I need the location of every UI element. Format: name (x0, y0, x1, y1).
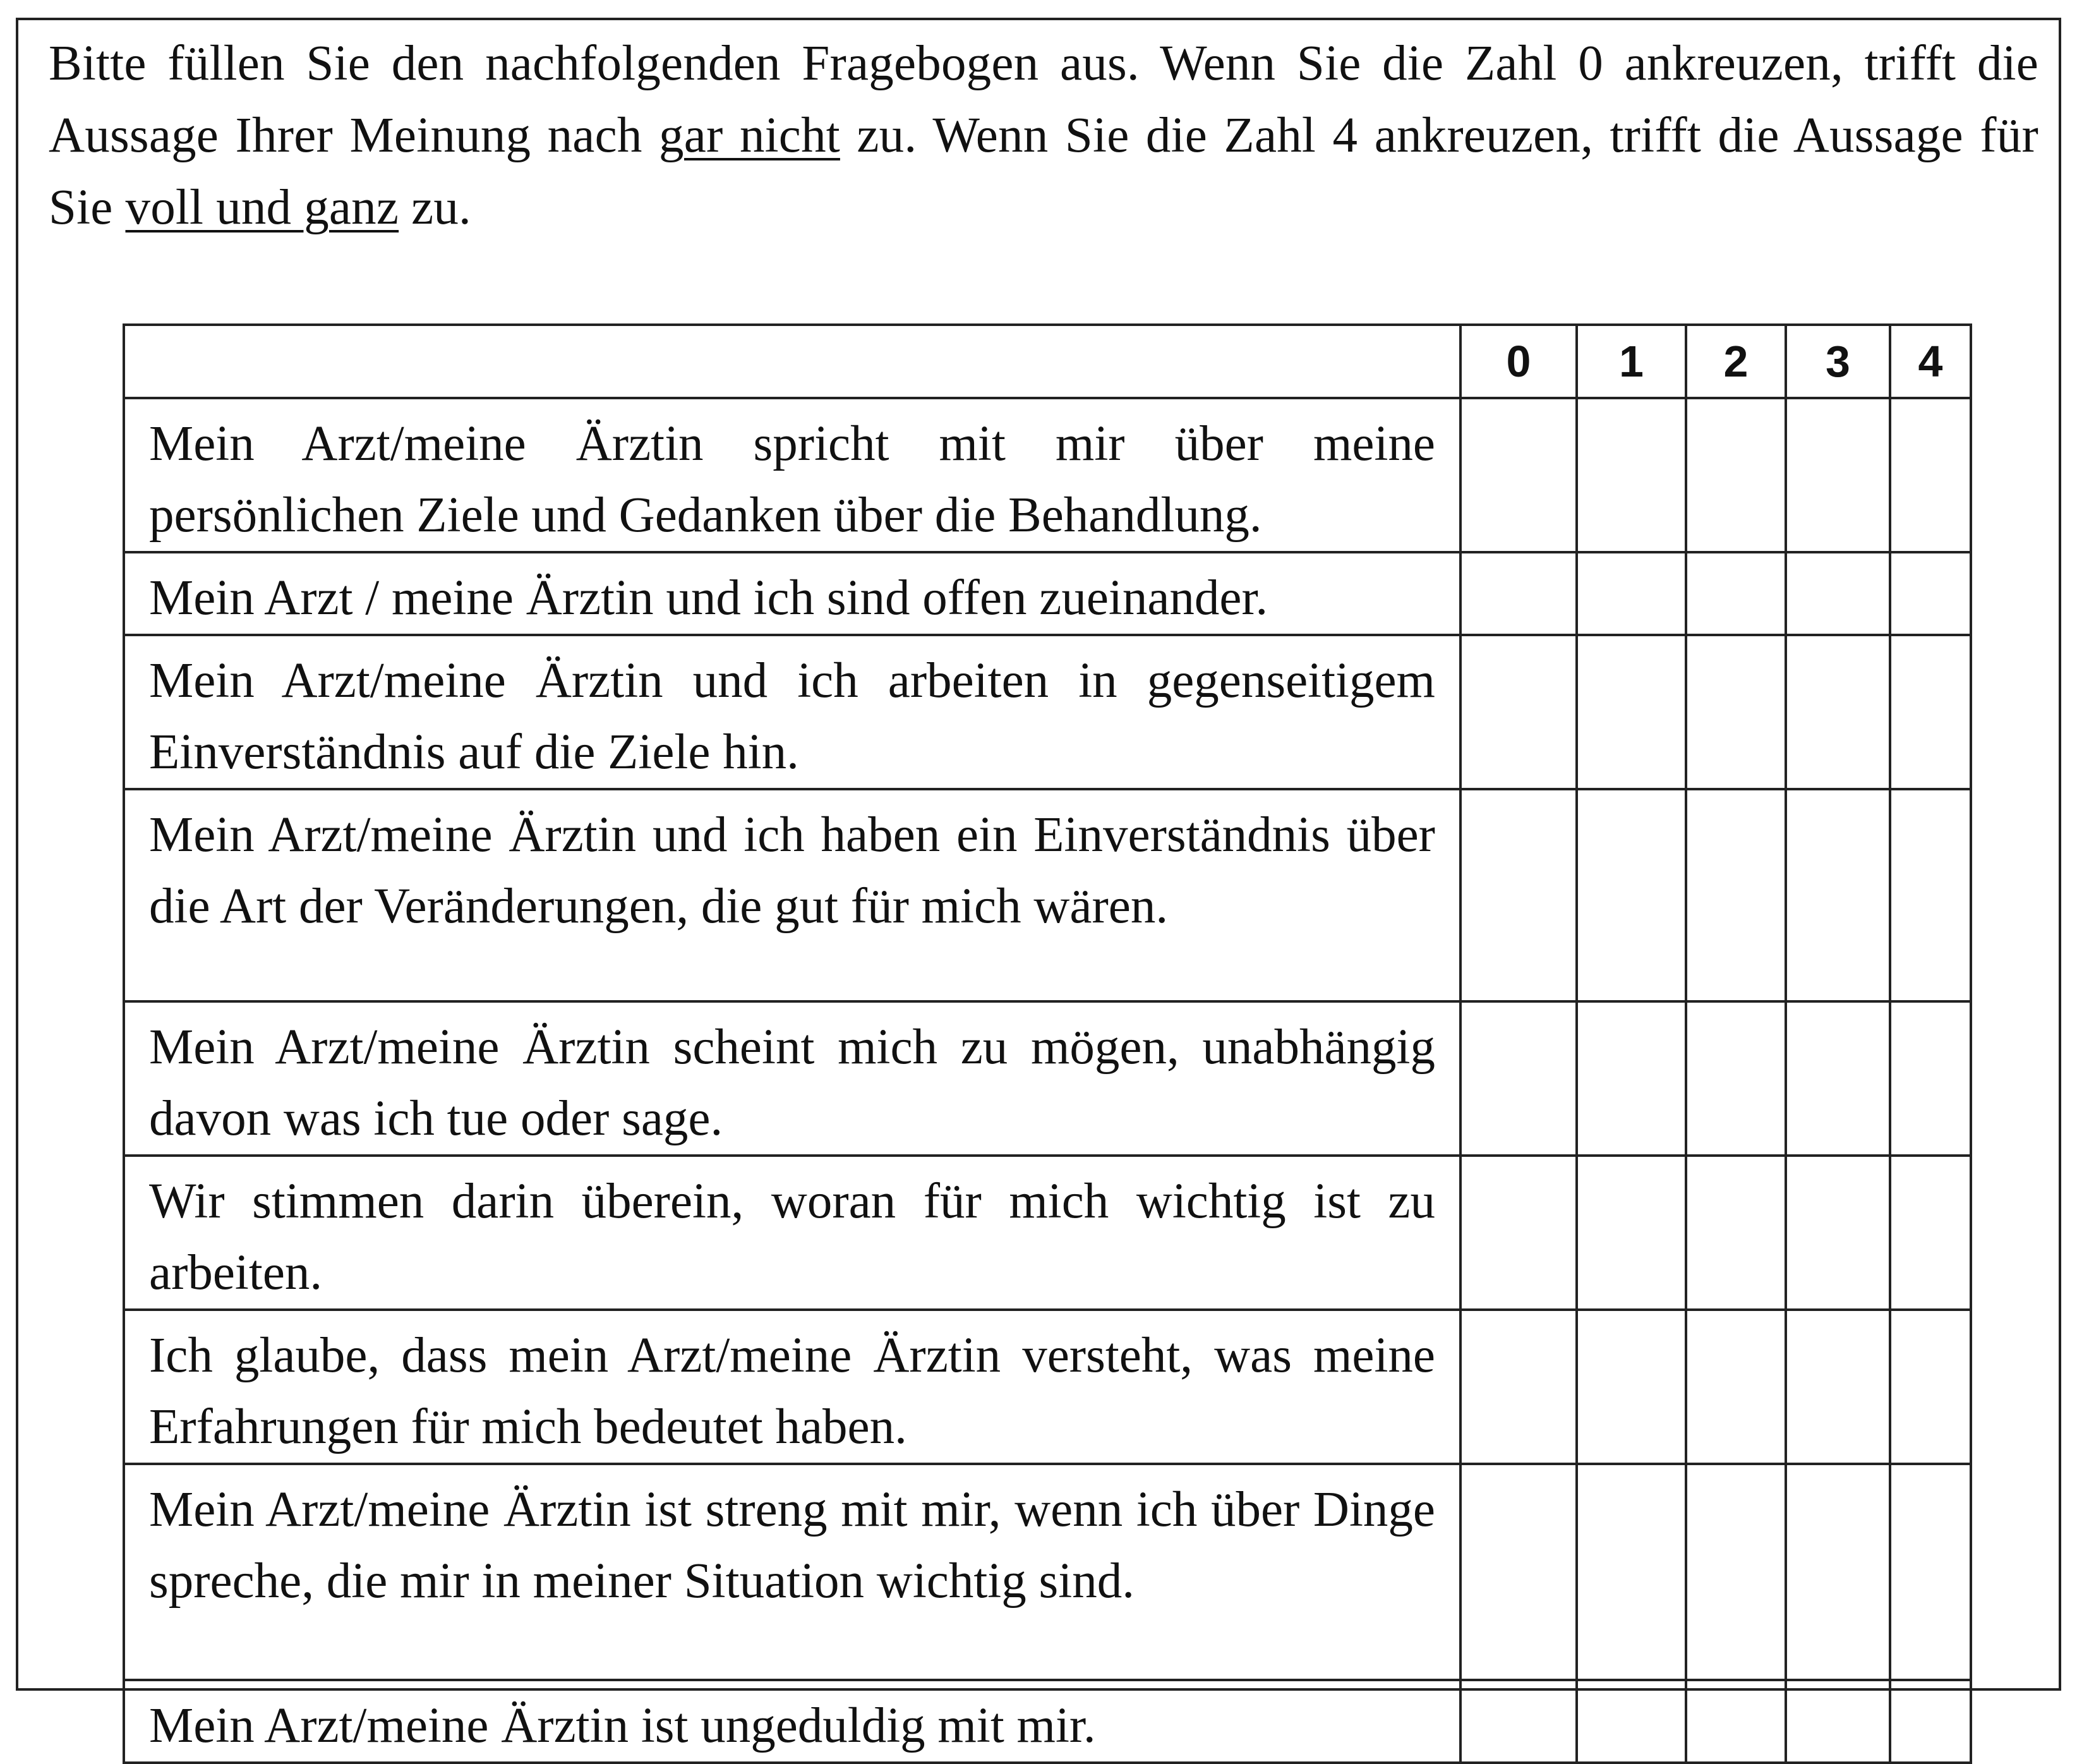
item-statement: Mein Arzt/meine Ärztin und ich haben ein Einverständnis über die Art der Veränderungen, die gut für mich wären. (124, 789, 1460, 1001)
table-row (124, 552, 1971, 635)
rating-cell-1[interactable] (1577, 635, 1686, 789)
instructions-text (49, 28, 2038, 244)
instructions-part-3: zu. (399, 180, 472, 235)
scale-header-row (124, 325, 1971, 398)
table-row (124, 1464, 1971, 1680)
item-statement: Mein Arzt/meine Ärztin ist streng mit mir, wenn ich über Dinge spreche, die mir in meiner Situation wichtig sind. (124, 1464, 1460, 1680)
rating-cell-3[interactable] (1786, 552, 1890, 635)
rating-cell-3[interactable] (1786, 1310, 1890, 1464)
rating-cell-1[interactable] (1577, 552, 1686, 635)
rating-cell-0[interactable] (1460, 789, 1577, 1001)
table-row (124, 1680, 1971, 1763)
rating-cell-2[interactable] (1686, 635, 1786, 789)
rating-cell-4[interactable] (1890, 635, 1971, 789)
rating-cell-4[interactable] (1890, 1680, 1971, 1763)
rating-cell-2[interactable] (1686, 789, 1786, 1001)
rating-cell-0[interactable] (1460, 1464, 1577, 1680)
rating-cell-2[interactable] (1686, 398, 1786, 552)
rating-cell-1[interactable] (1577, 789, 1686, 1001)
rating-cell-3[interactable] (1786, 1156, 1890, 1310)
item-statement: Mein Arzt/meine Ärztin und ich arbeiten in gegenseitigem Einverständnis auf die Ziele hin. (124, 635, 1460, 789)
rating-cell-2[interactable] (1686, 1001, 1786, 1156)
table-row (124, 1310, 1971, 1464)
item-statement: Ich glaube, dass mein Arzt/meine Ärztin versteht, was meine Erfahrungen für mich bedeutet haben. (124, 1310, 1460, 1464)
scale-header-1: 1 (1577, 325, 1686, 398)
rating-cell-3[interactable] (1786, 635, 1890, 789)
emphasis-gar-nicht: gar nicht (659, 108, 840, 163)
scale-header-4: 4 (1890, 325, 1971, 398)
rating-cell-3[interactable] (1786, 789, 1890, 1001)
rating-cell-2[interactable] (1686, 1464, 1786, 1680)
item-statement: Wir stimmen darin überein, woran für mich wichtig ist zu arbeiten. (124, 1156, 1460, 1310)
rating-cell-1[interactable] (1577, 1310, 1686, 1464)
rating-cell-4[interactable] (1890, 1156, 1971, 1310)
rating-cell-0[interactable] (1460, 552, 1577, 635)
rating-cell-4[interactable] (1890, 398, 1971, 552)
rating-cell-1[interactable] (1577, 1001, 1686, 1156)
rating-cell-0[interactable] (1460, 398, 1577, 552)
table-row (124, 398, 1971, 552)
rating-cell-1[interactable] (1577, 1464, 1686, 1680)
rating-cell-0[interactable] (1460, 1310, 1577, 1464)
rating-cell-4[interactable] (1890, 1001, 1971, 1156)
table-row (124, 635, 1971, 789)
item-statement: Mein Arzt / meine Ärztin und ich sind offen zueinander. (124, 552, 1460, 635)
rating-cell-3[interactable] (1786, 1001, 1890, 1156)
scale-header-0: 0 (1460, 325, 1577, 398)
rating-cell-4[interactable] (1890, 789, 1971, 1001)
emphasis-voll-und-ganz: voll und ganz (125, 180, 399, 235)
rating-cell-4[interactable] (1890, 552, 1971, 635)
rating-cell-4[interactable] (1890, 1310, 1971, 1464)
scale-header-2: 2 (1686, 325, 1786, 398)
rating-cell-2[interactable] (1686, 1310, 1786, 1464)
rating-cell-0[interactable] (1460, 1680, 1577, 1763)
item-statement: Mein Arzt/meine Ärztin ist ungeduldig mit mir. (124, 1680, 1460, 1763)
item-statement: Mein Arzt/meine Ärztin spricht mit mir über meine persönlichen Ziele und Gedanken über die Behandlung. (124, 398, 1460, 552)
rating-cell-0[interactable] (1460, 1156, 1577, 1310)
table-row (124, 1001, 1971, 1156)
rating-cell-2[interactable] (1686, 1156, 1786, 1310)
rating-cell-0[interactable] (1460, 635, 1577, 789)
item-statement: Mein Arzt/meine Ärztin scheint mich zu mögen, unabhängig davon was ich tue oder sage. (124, 1001, 1460, 1156)
rating-cell-1[interactable] (1577, 1680, 1686, 1763)
instructions-part-1: Bitte füllen Sie den nachfolgenden Fragebogen aus. Wenn Sie die Zahl 0 ankreuzen, trifft die Aussage Ihrer Meinung nach (49, 36, 2038, 163)
rating-cell-1[interactable] (1577, 1156, 1686, 1310)
header-empty-cell (124, 325, 1460, 398)
rating-cell-2[interactable] (1686, 1680, 1786, 1763)
rating-cell-3[interactable] (1786, 1464, 1890, 1680)
table-row (124, 789, 1971, 1001)
questionnaire-frame (16, 18, 2061, 1753)
rating-cell-2[interactable] (1686, 552, 1786, 635)
rating-table (123, 323, 1972, 1764)
rating-cell-3[interactable] (1786, 1680, 1890, 1763)
rating-cell-4[interactable] (1890, 1464, 1971, 1680)
rating-cell-0[interactable] (1460, 1001, 1577, 1156)
rating-cell-1[interactable] (1577, 398, 1686, 552)
table-row (124, 1156, 1971, 1310)
rating-cell-3[interactable] (1786, 398, 1890, 552)
instructions-part-2: zu. Wenn Sie die Zahl 4 ankreuzen, trifft die Aussage für Sie (49, 108, 2038, 235)
scale-header-3: 3 (1786, 325, 1890, 398)
